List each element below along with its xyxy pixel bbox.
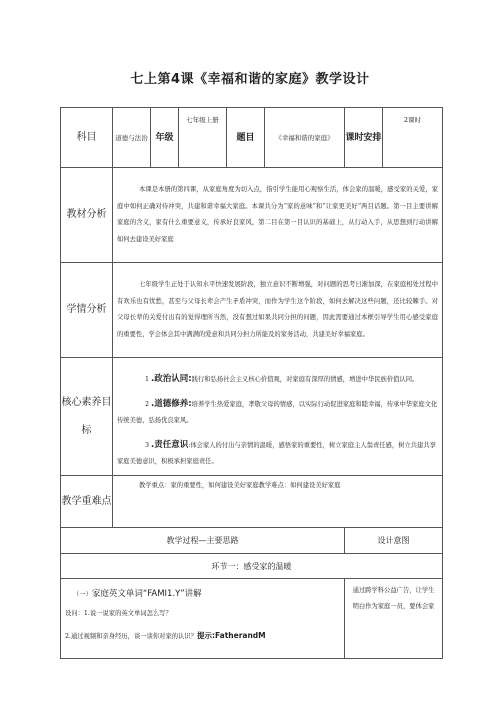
grade-value: 七年级上册 <box>179 108 227 168</box>
subsection-title: 家庭英文单词“FAMI1.Y”讲解 <box>91 589 202 599</box>
question-1: 设问：1.说一说家的英文单词怎么写？ <box>65 610 172 617</box>
key-points-label: 教学重难点 <box>61 476 113 528</box>
process-main-header: 教学过程—主要思路 <box>61 528 345 554</box>
situation-text: 七年级学生正处于认知水平快速发展阶段，独立意识不断增强，对问题的思考日渐加深，在家庭相处过程中有欢乐也有忧愁，甚至与父母长辈会产生矛盾冲突，而作为学生这个阶段，如何去解决这些问题，还比较棘手。对父母长辈的关爱付出有的觉得理所当然，没有想过如果共同分担的问题，因此需要通过本框引导学生用心感受家庭的重要性，学会体会其中满满的爱意和共同分担力所能及的家务活动，共建美好幸福家庭。 <box>113 263 443 358</box>
situation-label: 学情分析 <box>61 263 113 358</box>
grade-label: 年级 <box>151 108 179 168</box>
objectives-row <box>61 358 443 476</box>
objective-heading: .政治认同: <box>151 374 192 384</box>
design-intent: 通过跨学科公益广告，让学生明白作为家庭一员，要体会家 <box>345 579 443 659</box>
analysis-label: 教材分析 <box>61 168 113 263</box>
objective-item <box>117 371 438 388</box>
section-row <box>61 554 443 579</box>
key-points-text: 教学重点：家的重要性，如何建设美好家庭教学难点：如何建设美好家庭 <box>113 476 443 528</box>
objective-number: 3 <box>145 442 150 449</box>
analysis-text: 本课是本册的第四课，从家庭角度为切入点，指引学生能用心观察生活，体会家的温暖，感受家的关爱，家庭中如何正确对待冲突，共建和谐幸福大家庭。本课共分为“家的意味”和“让家更美好”两目话题。第一目主要讲解家庭的含义，家有什么重要意义，传承好良家风，第二目在第一目认识的基础上，从行动入手，从思想到行动讲解如何去建设美好家庭 <box>113 168 443 263</box>
page-title: 七上第4课《幸福和谐的家庭》教学设计 <box>130 72 370 87</box>
objective-number: 1 <box>145 376 150 383</box>
subject-value: 道德与法治 <box>113 108 151 168</box>
topic-label: 题目 <box>227 108 265 168</box>
subject-label: 科目 <box>61 108 113 168</box>
objective-item <box>117 396 438 429</box>
process-content-row <box>61 579 443 659</box>
key-points-row <box>61 476 443 528</box>
subsection-prefix: （一） <box>73 591 92 598</box>
analysis-row <box>61 168 443 263</box>
objective-text: 培养学生热爱家庭，孝敬父母的情感，以实际行动促进家庭和睦幸福，传承中华家庭文化传统美德，弘扬优良家风。 <box>117 401 438 424</box>
objectives-list <box>113 358 443 476</box>
situation-row <box>61 263 443 358</box>
section1-title: 环节一：感受家的温暖 <box>61 554 443 579</box>
objective-heading: .责任意识 <box>151 440 189 450</box>
lesson-plan-table <box>60 107 443 659</box>
objective-text: 践行和弘扬社会主义核心价值观，对家庭有深厚的情感，增进中华民族价值认同。 <box>191 376 419 383</box>
objectives-label: 核心素养目标 <box>61 358 113 476</box>
objective-text: :体会家人的付出与亲情的温暖，感悟家的重要性，树立家庭主人翁责任感，树立共建共享家庭美德意识，积极承担家庭责任。 <box>117 442 436 465</box>
question-2: 2.通过视频和亲身经历，谈一谈你对家的认识？ <box>65 633 197 640</box>
objective-item <box>117 437 438 470</box>
hours-label: 课时安排 <box>345 108 383 168</box>
process-intent-header: 设计意图 <box>345 528 443 554</box>
objective-number: 2 <box>145 401 150 408</box>
process-content <box>61 579 345 659</box>
hours-value: 2课时 <box>383 108 443 168</box>
process-header-row <box>61 528 443 554</box>
objective-heading: .道德修养: <box>151 399 192 409</box>
header-row <box>61 108 443 168</box>
topic-value: 《幸福和谐的家庭》 <box>265 108 345 168</box>
hint-text: 提示:FatherandM <box>196 631 266 640</box>
